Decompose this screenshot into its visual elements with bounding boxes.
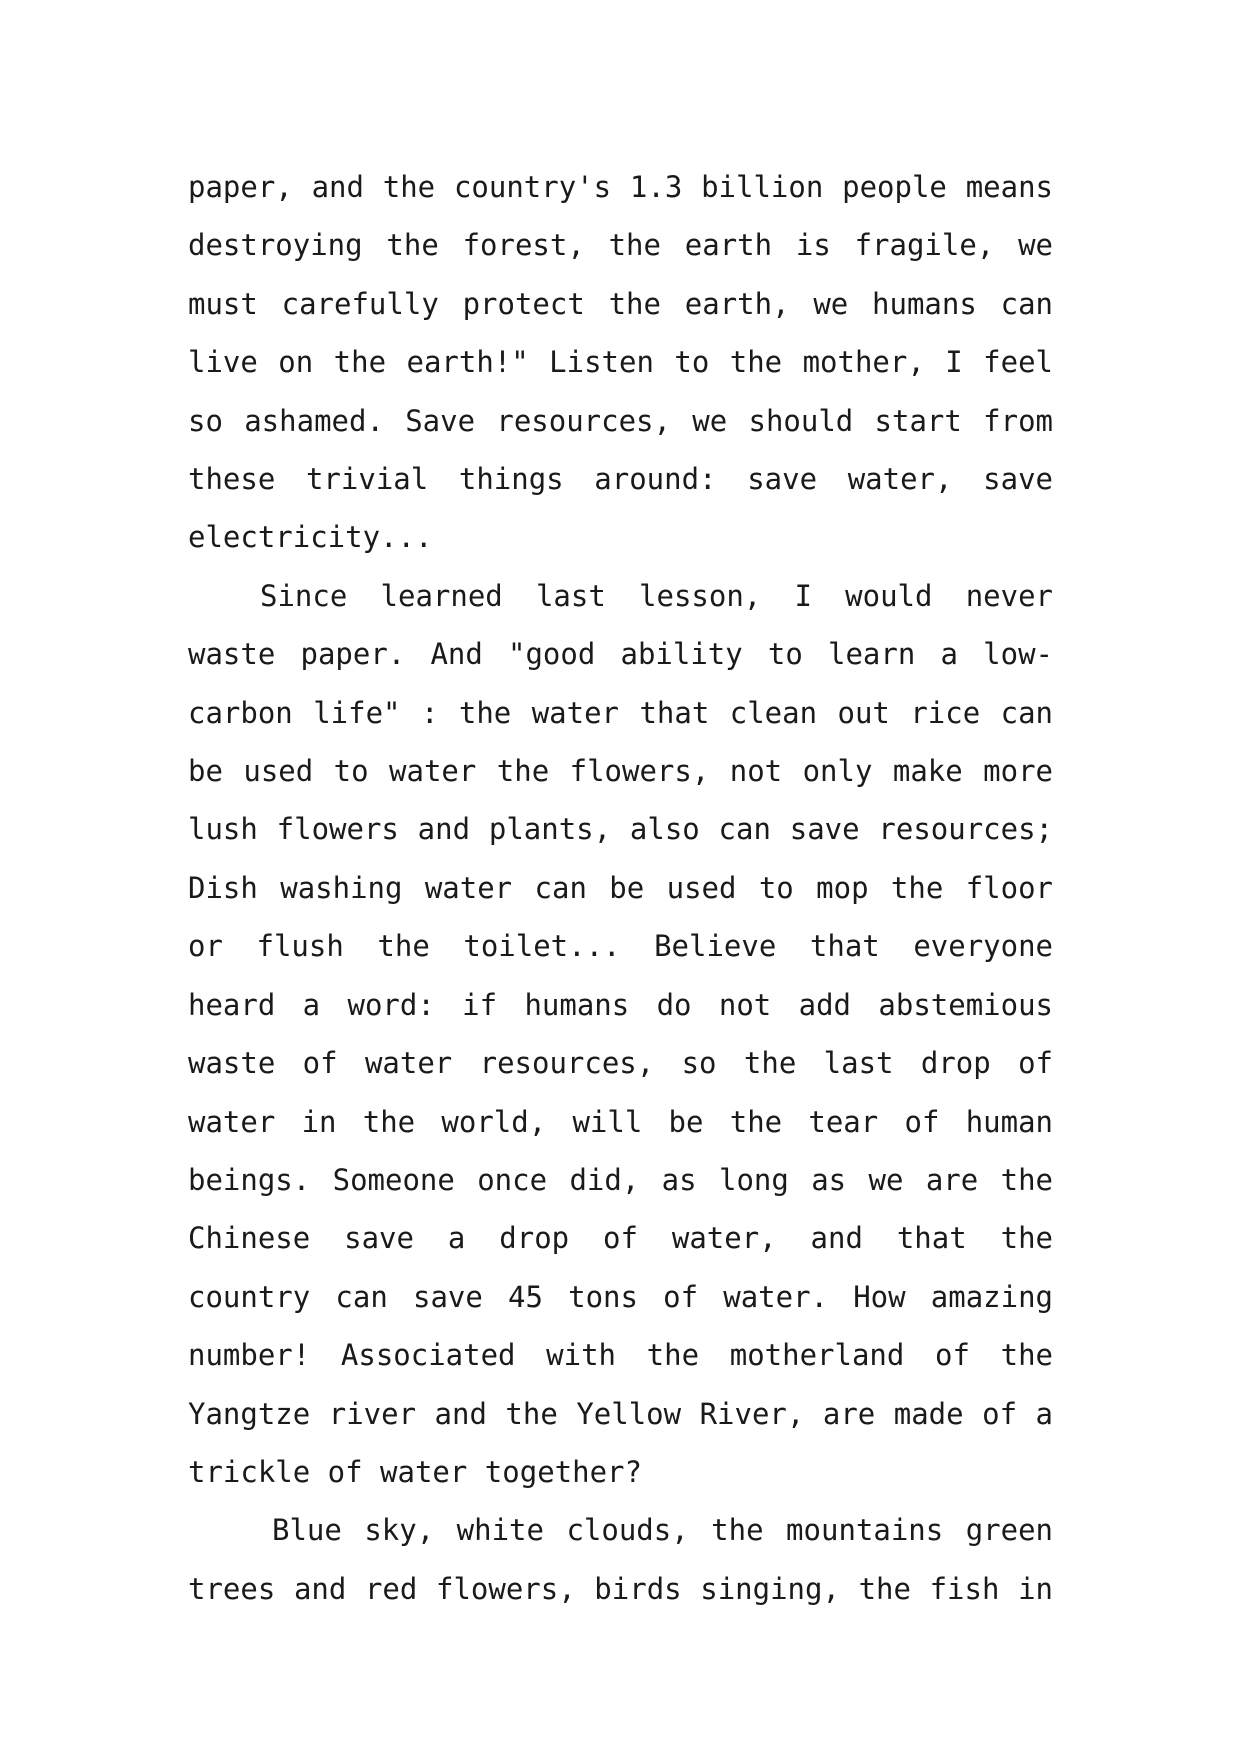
paragraph-continued: paper, and the country's 1.3 billion people means destroying the forest, the earth is fragile, we must carefully protect the earth, we humans can live on the earth!" Listen to the mother, I feel so ashamed. Save resources, we should start from these trivial things around: save water, save electricity... (188, 170, 1053, 555)
paragraph-low-carbon-life: Since learned last lesson, I would never waste paper. And "good ability to learn a low-carbon life" : the water that clean out rice can be used to water the flowers, not only make more lush flowers and plants, also can save resources; Dish washing water can be used to mop the floor or flush the toilet... Believe that everyone heard a word: if humans do not add abstemious waste of water resources, so the last drop of water in the world, will be the tear of human beings. Someone once did, as long as we are the Chinese save a drop of water, and that the country can save 45 tons of water. How amazing number! Associated with the motherland of the Yangtze river and the Yellow River, are made of a trickle of water together? (188, 578, 1053, 1489)
paragraph-blue-sky: Blue sky, white clouds, the mountains green trees and red flowers, birds singing, the fish in (188, 1513, 1053, 1606)
body-text (188, 158, 1053, 1618)
